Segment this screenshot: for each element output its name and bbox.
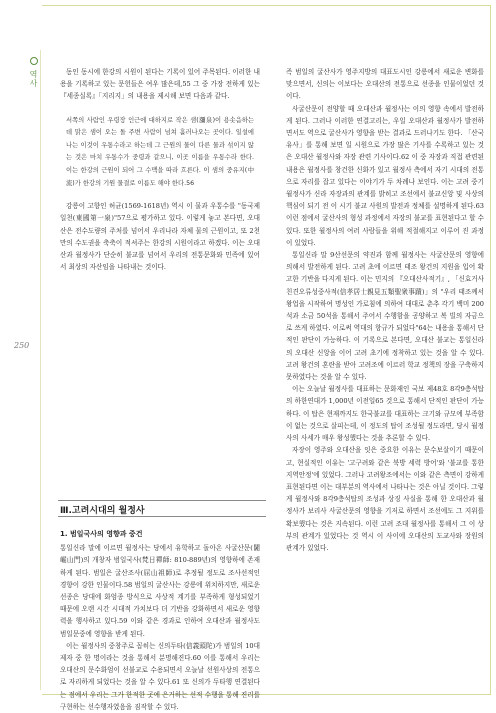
block-quote: 서쪽의 사람인 우령장 인근에 대하지로 작은 샘(瀰泉)이 용솟음하는데 맑은 샘이 오는 돌 주변 사람이 넘쳐 흘러나오는 곳이다. 일설에 나는 이것이 우통수라고 하는데 그 근원의 물이 다른 물과 섞이지 않는 것은 마치 우통수가 중령과 같으니, 이곳 이름을 우통수라 한다. 이는 한강의 근원이 되어 그 수맥을 따라 흐른다. 이 샘의 중유지(中流)가 한강의 기원 물결로 이름도 해야 한다.56 [66, 116, 254, 187]
right-paragraph-4: 이는 오늘날 월정사를 대표하는 문화재인 국보 제48호 8각9층석탑의 하한연대가 1,000년 이전일65 것으로 통해서 단적인 판단이 가능하다. 이 탑은 현재까지도 한국불교를 대표하는 크기와 규모에 부족함이 없는 것으로 살피는데, 이 정도의 탑이 조성될 정도라면, 당시 월정사의 사세가 매우 왕성했다는 것을 추론할 수 있다. [286, 385, 484, 443]
right-paragraph-5: 자장이 영주와 오대산을 잇은 중요한 이유는 문수보살이기 때문이고, 현실적인 이유는 '고구려와 같은 북방 세력 방어'와 '불교를 통한 지역안정'에 있었다. 그러나 고려왕조에서는 이와 같은 측면이 강하게 표현된다면 이는 대부분의 역사에서 나타나는 것은 아닐 것이다. 그렇게 월정사와 8각9층석탑의 조성과 상징 사실을 통해 한 오대산과 월정사가 보리사 사굴산문의 영향을 기저로 하면서 조선에도 그 지위를 확보했다는 것은 지속된다. 이런 고려 조대 월정사를 통해서 그 이 상부의 관계가 있었다는 것 역시 이 사이에 오대산의 도교사와 장원의 관계가 있었다. [286, 446, 484, 552]
left-lower-paragraph-1: 통일신라 말에 이르면 월정사는 당에서 유학하고 돌아온 사굴산문(闍崛山門)의 개창자 범일국사(梵日禪師: 810-889년)의 영향하에 존재하게 된다. 범일은 굴산조사(屈山祖師)로 추정될 정도로 조사선적인 경향이 강한 인물이다.58 범일의 굴산사는 강릉에 위치하지만, 새로운 선종은 당대에 화엄종 방식으로 사상적 계기를 부족하게 형성되었기 때문에 오랜 시간 시대적 가치보다 더 기반을 강화하면서 새로운 영향력을 행사하고 있다.59 이와 같은 경과로 인하여 오대산과 월정사도 범일문중에 영향을 받게 된다. [60, 544, 260, 638]
sidebar-divider [40, 50, 41, 690]
left-lower-paragraph-2: 이는 월정사의 중창주로 꼽히는 신의두타(信義頭陀)가 범일의 10대제자 중 한 명이라는 것을 통해서 분명해진다.60 이를 통해서 우리는 오대산의 문수화엄이 선불교로 수용되면서 오늘날 선원사상의 전통으로 자리하게 되었다는 것을 알 수 있다.61 또 신의가 두타행 연결된다는 점에서 우리는 그가 한적한 곳에 은거하는 선적 수행을 통해 진리를 구현하는 선수행자였음을 짐작할 수 있다. [60, 641, 260, 711]
section-circle-icon [30, 57, 38, 65]
section-heading: Ⅲ.고려시대의 월정사 [60, 506, 145, 516]
left-lower-column [60, 528, 260, 713]
right-paragraph-3: 통일신라 말 9산선문의 약진과 함께 월정사는 사굴산문의 영향에 의해서 발전하게 된다. 고려 초에 이르면 태조 왕건의 지원을 입어 확고한 기반을 다지게 된다. 이는 민지의 『오대산사적기』, 「신효거사친견오류성중사적(信孝居士親見五類聖衆事蹟)」의 "우리 태조께서 왕업을 시작하여 명성인 가로침에 의하여 대대로 춘추 각기 백미 200석과 소금 50석을 통해서 주어서 수행함을 공양하고 복 빌의 자금으로 쓰게 하였다. 이로써 역대의 항규가 되었다"64는 내용을 통해서 단적인 판단이 가능하다. 이 기록으로 본다면, 오대산 불교는 통일신라의 오대산 신앙을 이어 고려 초기에 정착하고 있는 것을 알 수 있다. 고려 왕건의 혼란을 받아 고려조에 이르러 학교 정책의 장을 구축하지 못하였다는 것을 알 수 있다. [286, 251, 484, 382]
right-paragraph-1: 즉 범일의 굴산사가 영주지방의 대표도시인 강릉에서 새로운 변화를 맞으면서, 신의는 이보다는 오대산의 전통으로 선종을 인물이었던 것이다. [286, 68, 484, 101]
left-paragraph-2: 강릉이 고향인 허균(1569-1618년) 역시 이 물과 우통수를 "동국제일천(東國第一泉)"57으로 평가하고 있다. 이렇게 놓고 본다면, 오대산은 전수도량의 주처를 넘어서 우리나라 자체 물의 근원이고, 또 2천만의 수도권을 축축이 적셔주는 한강의 시원이라고 하겠다. 이는 오대산과 월정사가 단순히 불교를 넘어서 우리의 전통문화와 민족에 있어서 최상의 자산임을 나타내는 것이다. [60, 202, 260, 272]
subheading: 1. 범일국사의 영향과 중건 [60, 530, 143, 538]
page-number: 250 [14, 341, 30, 350]
right-paragraph-2: 사굴산문이 전양할 때 오대산과 월정사는 이의 영향 속에서 발전하게 된다. 그러나 이러한 연결고리는, 우일 오대산과 월정사가 발전하면서도 역으로 굴산사가 영향을 받는 결과로 드러나기도 한다. 「산국유사」를 통해 보면 일 시원으로 가장 많은 기사를 수록하고 있는 것은 오대산 월정사와 자장 관련 기사이다.62 이 중 자장과 직접 관련된 내용은 월정사를 창건한 신화가 있고 월정사 측에서 자기 시대의 전통으로 자리를 잡고 있다는 이야기가 두 차례나 보인다. 이는 고려 중기 월정사가 신라 자장과의 관계를 밝히고 조선에서 불교신앙 및 사상의 핵심이 되기 전 이 시기 불교 사원의 발전과 정체를 설명하게 된다.63 이런 점에서 굴산사의 형성 과정에서 자장의 불교를 표현된다고 할 수 있다. 또한 월정사의 여러 사람들을 위해 적절해지고 이루어 진 과정이 있었다. [286, 104, 484, 247]
sidebar-title: 역사 [29, 70, 38, 88]
right-column [286, 66, 484, 554]
sidebar [0, 0, 42, 700]
left-column [60, 66, 260, 273]
left-paragraph-1: 동인 동시에 한강의 시원이 된다는 기록이 있어 주목된다. 이러한 내용을 기록하고 있는 문헌들은 여우 많은데,55 그 중 가장 전하게 있는 『세종실록』「지리지」의 내용을 제시해 보면 다음과 같다. [60, 68, 260, 101]
